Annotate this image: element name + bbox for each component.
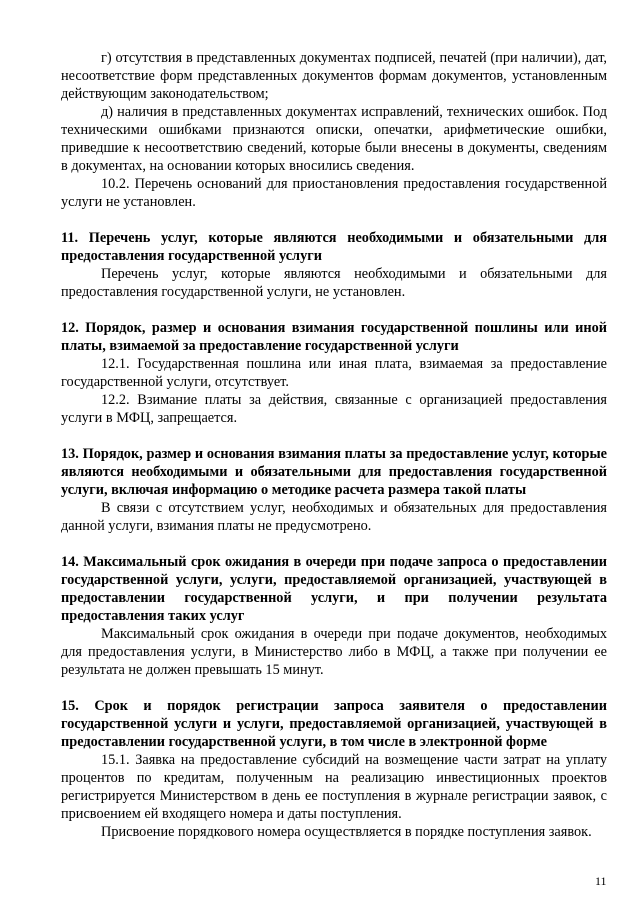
section-12-heading: 12. Порядок, размер и основания взимания государственной пошлины или иной платы, взимаемой за предоставление государственной услуги (61, 320, 607, 354)
paragraph-10-2: 10.2. Перечень оснований для приостановления предоставления государственной услуги не установлен. (61, 176, 607, 210)
section-15-heading: 15. Срок и порядок регистрации запроса заявителя о предоставлении государственной услуги и услуги, предоставляемой организацией, участвующей в предоставлении государственной услуги, в том числе в электронной форме (61, 698, 607, 750)
section-15-1-text: 15.1. Заявка на предоставление субсидий на возмещение части затрат на уплату процентов по кредитам, полученным на реализацию инвестиционных проектов регистрируется Министерством в день ее поступления в журнале регистрации заявок, с присвоением ей входящего номера и даты поступления. (61, 752, 607, 822)
section-13-heading: 13. Порядок, размер и основания взимания платы за предоставление услуг, которые являются необходимыми и обязательными для предоставления государственной услуги, включая информацию о методике расчета размера такой платы (61, 446, 607, 498)
section-15-2-text: Присвоение порядкового номера осуществляется в порядке поступления заявок. (101, 824, 592, 840)
section-11-heading: 11. Перечень услуг, которые являются необходимыми и обязательными для предоставления государственной услуги (61, 230, 607, 264)
section-12-2-text: 12.2. Взимание платы за действия, связанные с организацией предоставления услуги в МФЦ, запрещается. (61, 392, 607, 426)
section-14-heading: 14. Максимальный срок ожидания в очереди при подаче запроса о предоставлении государственной услуги, услуги, предоставляемой организацией, участвующей в предоставлении государственной услуги, и при получении результата предоставления таких услуг (61, 554, 607, 624)
paragraph-g: г) отсутствия в представленных документах подписей, печатей (при наличии), дат, несоответствие форм представленных документов формам документов, установленным действующим законодательством; (61, 50, 607, 102)
section-14-text: Максимальный срок ожидания в очереди при подаче документов, необходимых для предоставления услуги, в Министерство либо в МФЦ, а также при получении ее результата не должен превышать 15 минут. (61, 626, 607, 678)
paragraph-d: д) наличия в представленных документах исправлений, технических ошибок. Под техническими ошибками признаются описки, опечатки, арифметические ошибки, приведшие к несоответствию сведений, которые были внесены в документы, сведениям в документах, на основании которых вносились сведения. (61, 104, 607, 174)
section-11-text: Перечень услуг, которые являются необходимыми и обязательными для предоставления государственной услуги, не установлен. (61, 266, 607, 300)
section-13-text: В связи с отсутствием услуг, необходимых и обязательных для предоставления данной услуги, взимания платы не предусмотрено. (61, 500, 607, 534)
page-number: 11 (595, 874, 607, 888)
section-12-1-text: 12.1. Государственная пошлина или иная плата, взимаемая за предоставление государственной услуги, отсутствует. (61, 356, 607, 390)
